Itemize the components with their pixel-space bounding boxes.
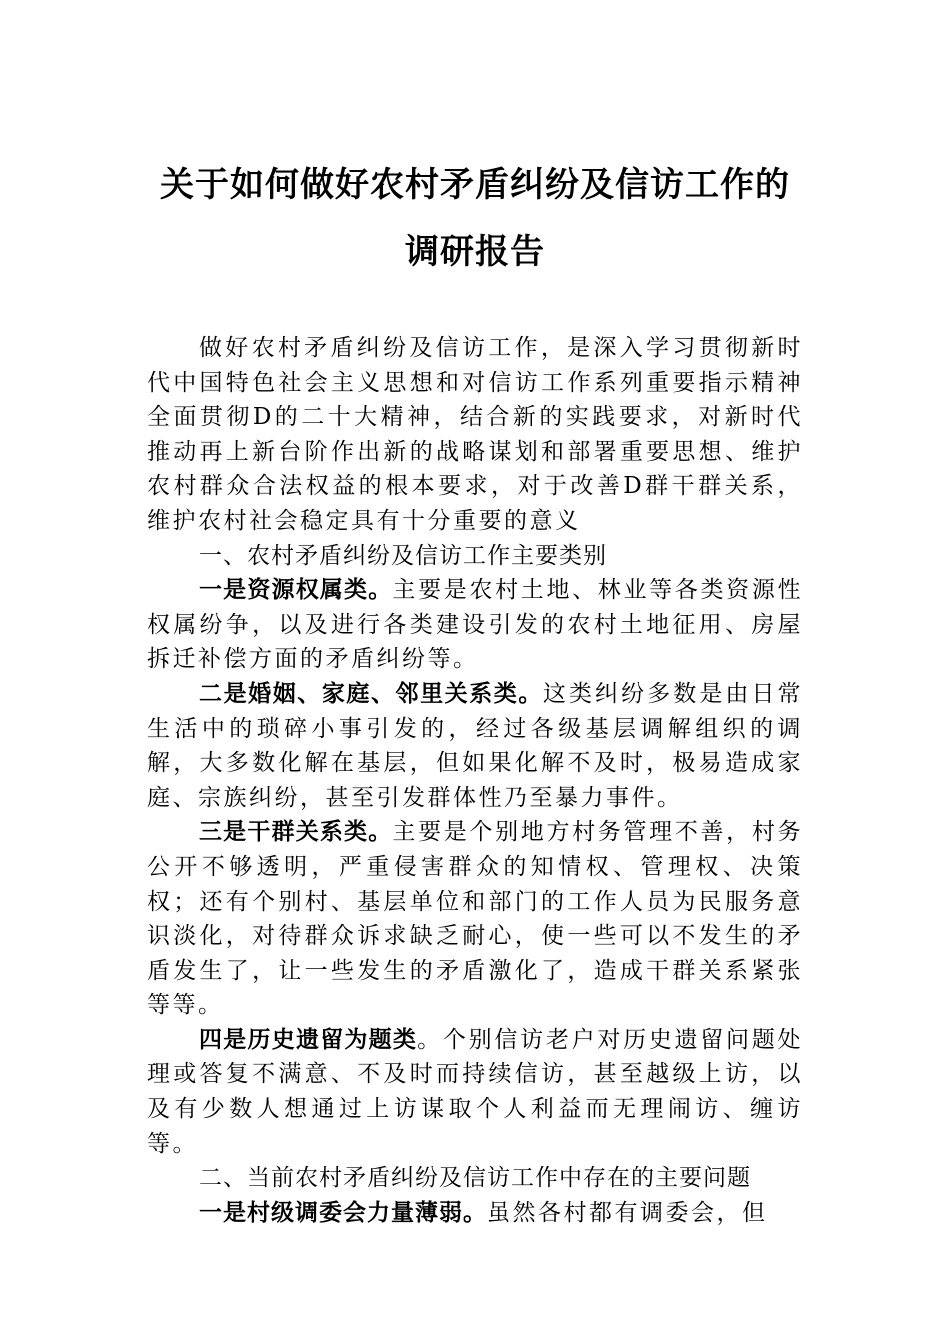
item-text: 。个别信访老户对历史遗留问题处理或答复不满意、不及时而持续信访，甚至越级上访，以及有少数人想通过上访谋取个人利益而无理闹访、缠访等。 xyxy=(147,1026,804,1157)
item-text: 这类纠纷多数是由日常生活中的琐碎小事引发的，经过各级基层调解组织的调解，大多数化解在基层，但如果化解不及时，极易造成家庭、宗族纠纷，甚至引发群体性乃至暴力事件。 xyxy=(147,680,804,811)
item-lead: 三是干群关系类。 xyxy=(199,819,393,846)
item-text: 虽然各村都有调委会，但 xyxy=(487,1199,768,1226)
intro-paragraph: 做好农村矛盾纠纷及信访工作，是深入学习贯彻新时代中国特色社会主义思想和对信访工作系列重要指示精神全面贯彻D的二十大精神，结合新的实践要求，对新时代推动再上新台阶作出新的战略谋划和部署重要思想、维护农村群众合法权益的根本要求，对于改善D群干群关系，维护农村社会稳定具有十分重要的意义 xyxy=(147,335,803,534)
document-title-line2: 调研报告 xyxy=(405,232,545,272)
section2-item-1 xyxy=(147,1196,803,1231)
item-text: 主要是个别地方村务管理不善，村务公开不够透明，严重侵害群众的知情权、管理权、决策权；还有个别村、基层单位和部门的工作人员为民服务意识淡化，对待群众诉求缺乏耐心，使一些可以不发生的矛盾发生了，让一些发生的矛盾激化了，造成干群关系紧张等等。 xyxy=(147,819,804,1019)
section1-item-3 xyxy=(147,815,803,1023)
section1-item-2 xyxy=(147,677,803,815)
section1-item-1 xyxy=(147,573,803,677)
section1-item-4 xyxy=(147,1023,803,1161)
section2-heading: 二、当前农村矛盾纠纷及信访工作中存在的主要问题 xyxy=(199,1165,751,1192)
document-body xyxy=(147,331,803,1230)
item-lead: 四是历史遗留为题类 xyxy=(199,1026,418,1053)
document-title-line1: 关于如何做好农村矛盾纠纷及信访工作的 xyxy=(160,165,790,205)
item-lead: 一是资源权属类。 xyxy=(199,577,393,604)
section1-heading: 一、农村矛盾纠纷及信访工作主要类别 xyxy=(199,542,607,569)
item-lead: 二是婚姻、家庭、邻里关系类。 xyxy=(199,680,543,707)
item-lead: 一是村级调委会力量薄弱。 xyxy=(199,1199,487,1226)
item-text: 主要是农村土地、林业等各类资源性权属纷争，以及进行各类建设引发的农村土地征用、房屋拆迁补偿方面的矛盾纠纷等。 xyxy=(147,577,804,673)
